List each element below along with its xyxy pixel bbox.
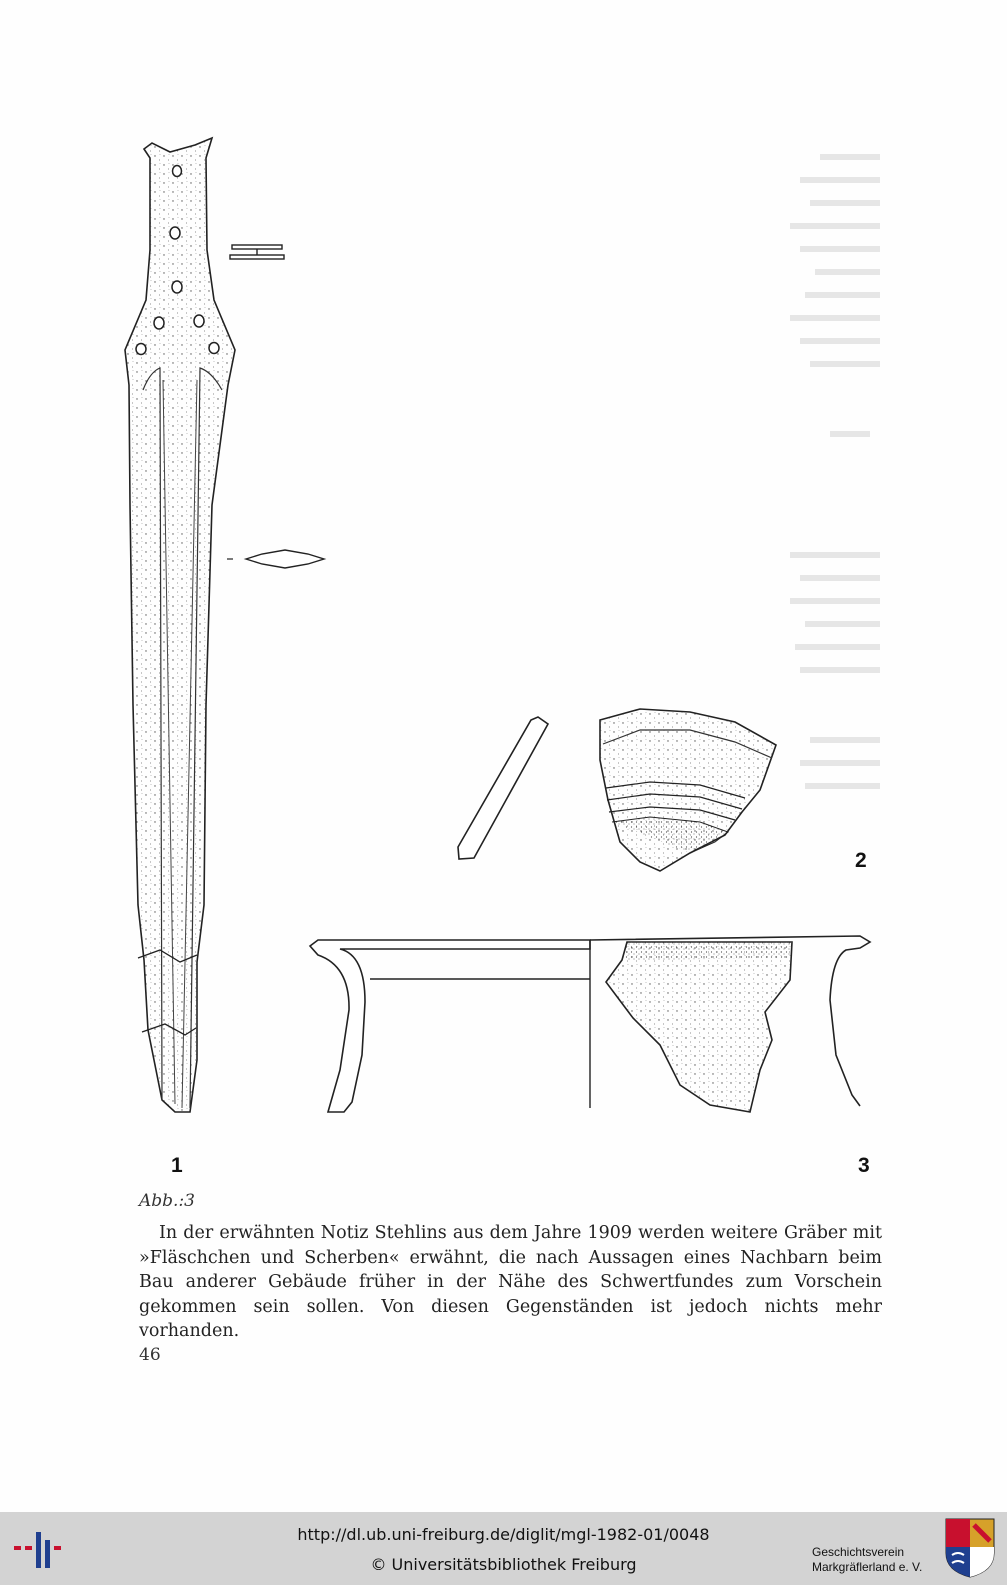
bleed-through-text — [790, 157, 880, 786]
body-paragraph — [139, 1221, 882, 1344]
society-line-1: Geschichtsverein — [812, 1545, 905, 1559]
copyright-text: © Universitätsbibliothek Freiburg — [370, 1555, 637, 1574]
sherd-drawing — [458, 709, 776, 871]
page-number: 46 — [139, 1345, 161, 1365]
sword-drawing — [125, 138, 324, 1112]
coat-of-arms-icon — [944, 1517, 996, 1579]
figure-label-2: 2 — [855, 849, 867, 872]
vessel-drawing — [310, 936, 870, 1112]
society-line-2: Markgräflerland e. V. — [812, 1560, 923, 1574]
figure-caption: Abb.:3 — [139, 1191, 195, 1211]
figure-label-1: 1 — [171, 1154, 183, 1177]
figure-label-3: 3 — [858, 1154, 870, 1177]
footer-bar — [0, 1512, 1007, 1585]
paragraph-text: In der erwähnten Notiz Stehlins aus dem Jahre 1909 werden weitere Gräber mit »Fläschchen und Scherben« erwähnt, die nach Aussagen eines Nachbarn beim Bau anderer Gebäude früher in der Nähe des Schwertfundes zum Vorschein gekommen sein sollen. Von diesen Gegenständen ist jedoch nichts mehr vorhanden. — [139, 1223, 882, 1341]
society-name — [812, 1545, 922, 1575]
source-url-link[interactable]: http://dl.ub.uni-freiburg.de/diglit/mgl-1982-01/0048 — [297, 1525, 710, 1544]
